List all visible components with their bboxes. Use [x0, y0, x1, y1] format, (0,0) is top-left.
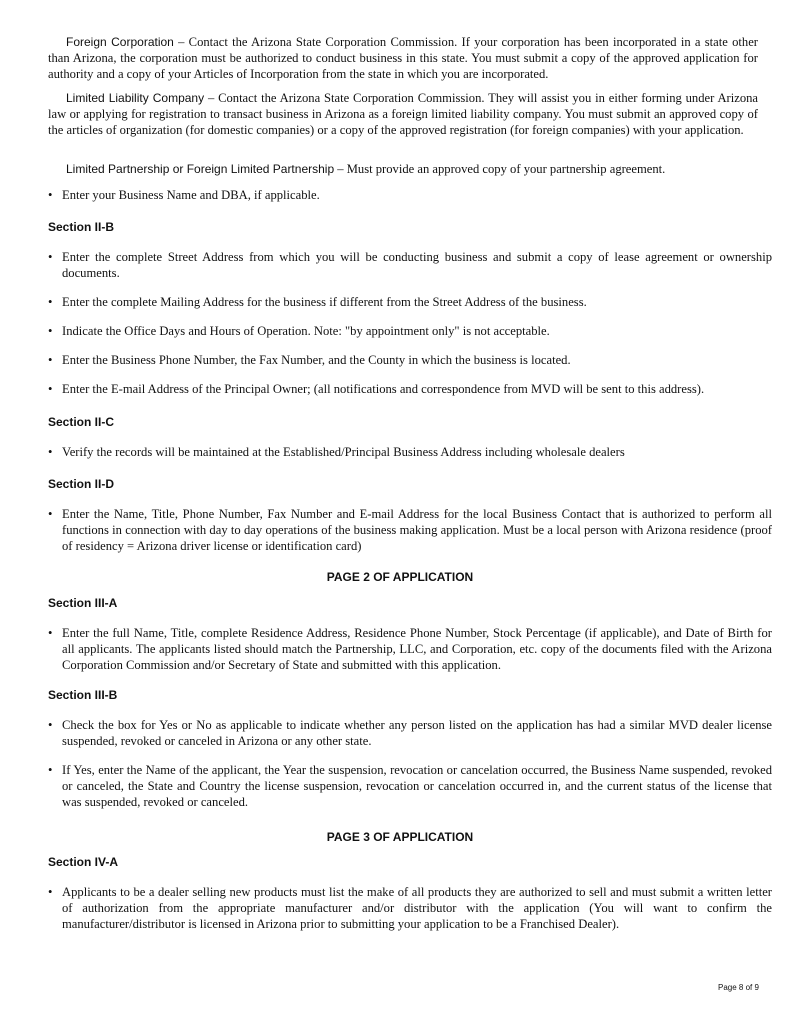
bullet-icon: •	[48, 718, 53, 732]
list-item	[48, 444, 772, 460]
term: Limited Liability Company	[66, 91, 205, 105]
text: Applicants to be a dealer selling new products must list the make of all products they are authorized to sell and must submit a written letter of authorization from the appropriate manufacturer and/or distributor with the application (You will want to confirm the manufacturer/distributor is licensed in Arizona prior to submitting your application to be a Franchised Dealer).	[62, 885, 772, 931]
list-item	[48, 187, 772, 203]
section-heading: Section IV-A	[48, 855, 119, 869]
page-number: Page 8 of 9	[718, 983, 759, 992]
text: Enter the full Name, Title, complete Residence Address, Residence Phone Number, Stock Percentage (if applicable), and Date of Birth for all applicants. The applicants listed should match the Partnership, LLC, and Corporation, etc. copy of the documents filed with the Arizona Corporation Commission and/or Secretary of State and submitted with this application.	[62, 626, 772, 672]
text: – Must provide an approved copy of your partnership agreement.	[334, 162, 666, 176]
text: – Contact the Arizona State Corporation Commission. If your corporation has been incorporated in a state other than Arizona, the corporation must be authorized to conduct business in this state. You must submit a copy of the approved application for authority and a copy of your Articles of Incorporation from the state in which you are incorporated.	[48, 35, 758, 81]
section-heading: Section II-C	[48, 415, 115, 429]
list-item	[48, 717, 772, 749]
bullet-icon: •	[48, 353, 53, 367]
list-item	[48, 381, 772, 397]
text: Enter the complete Street Address from which you will be conducting business and submit a copy of lease agreement or ownership documents.	[62, 250, 772, 280]
bullet-icon: •	[48, 250, 53, 264]
text: Indicate the Office Days and Hours of Operation. Note: "by appointment only" is not acceptable.	[62, 324, 550, 338]
list-item	[48, 762, 772, 810]
section-heading: Section II-B	[48, 220, 115, 234]
list-item	[48, 884, 772, 932]
bullet-icon: •	[48, 626, 53, 640]
bullet-icon: •	[48, 188, 53, 202]
bullet-icon: •	[48, 382, 53, 396]
text: Enter your Business Name and DBA, if applicable.	[62, 188, 320, 202]
text: Verify the records will be maintained at the Established/Principal Business Address including wholesale dealers	[62, 445, 625, 459]
text: Enter the Name, Title, Phone Number, Fax Number and E-mail Address for the local Business Contact that is authorized to perform all functions in connection with day to day operations of the business making application. Must be a local person with Arizona residence (proof of residency = Arizona driver license or identification card)	[62, 507, 772, 553]
list-item	[48, 249, 772, 281]
list-item	[48, 506, 772, 554]
list-item	[48, 323, 772, 339]
llc-paragraph	[48, 90, 758, 138]
term: Limited Partnership or Foreign Limited Partnership	[66, 162, 335, 176]
partnership-paragraph	[48, 161, 758, 177]
section-heading: Section III-B	[48, 688, 118, 702]
text: Enter the Business Phone Number, the Fax Number, and the County in which the business is located.	[62, 353, 571, 367]
text: Check the box for Yes or No as applicable to indicate whether any person listed on the application has had a similar MVD dealer license suspended, revoked or canceled in Arizona or any other state.	[62, 718, 772, 748]
term: Foreign Corporation	[66, 35, 174, 49]
text: Enter the E-mail Address of the Principal Owner; (all notifications and correspondence from MVD will be sent to this address).	[62, 382, 705, 396]
bullet-icon: •	[48, 324, 53, 338]
bullet-icon: •	[48, 507, 53, 521]
section-heading: Section III-A	[48, 596, 118, 610]
bullet-icon: •	[48, 885, 53, 899]
bullet-icon: •	[48, 445, 53, 459]
list-item	[48, 625, 772, 673]
foreign-corporation-paragraph	[48, 34, 758, 82]
bullet-icon: •	[48, 295, 53, 309]
list-item	[48, 352, 772, 368]
list-item	[48, 294, 772, 310]
page-heading: PAGE 3 OF APPLICATION	[326, 830, 474, 844]
text: – Contact the Arizona State Corporation Commission. They will assist you in either forming under Arizona law or applying for registration to transact business in Arizona as a foreign limited liability company. You must submit an approved copy of the articles of organization (for domestic companies) or a copy of the approved registration (for foreign companies) with your application.	[48, 91, 759, 137]
text: If Yes, enter the Name of the applicant, the Year the suspension, revocation or cancelation occurred, the Business Name suspended, revoked or canceled, the State and Country the license suspension, revocation or cancelation occurred in, and the current status of the license that was suspended, revoked or canceled.	[62, 763, 772, 809]
page-heading: PAGE 2 OF APPLICATION	[326, 570, 474, 584]
text: Enter the complete Mailing Address for the business if different from the Street Address of the business.	[62, 295, 587, 309]
section-heading: Section II-D	[48, 477, 115, 491]
bullet-icon: •	[48, 763, 53, 777]
